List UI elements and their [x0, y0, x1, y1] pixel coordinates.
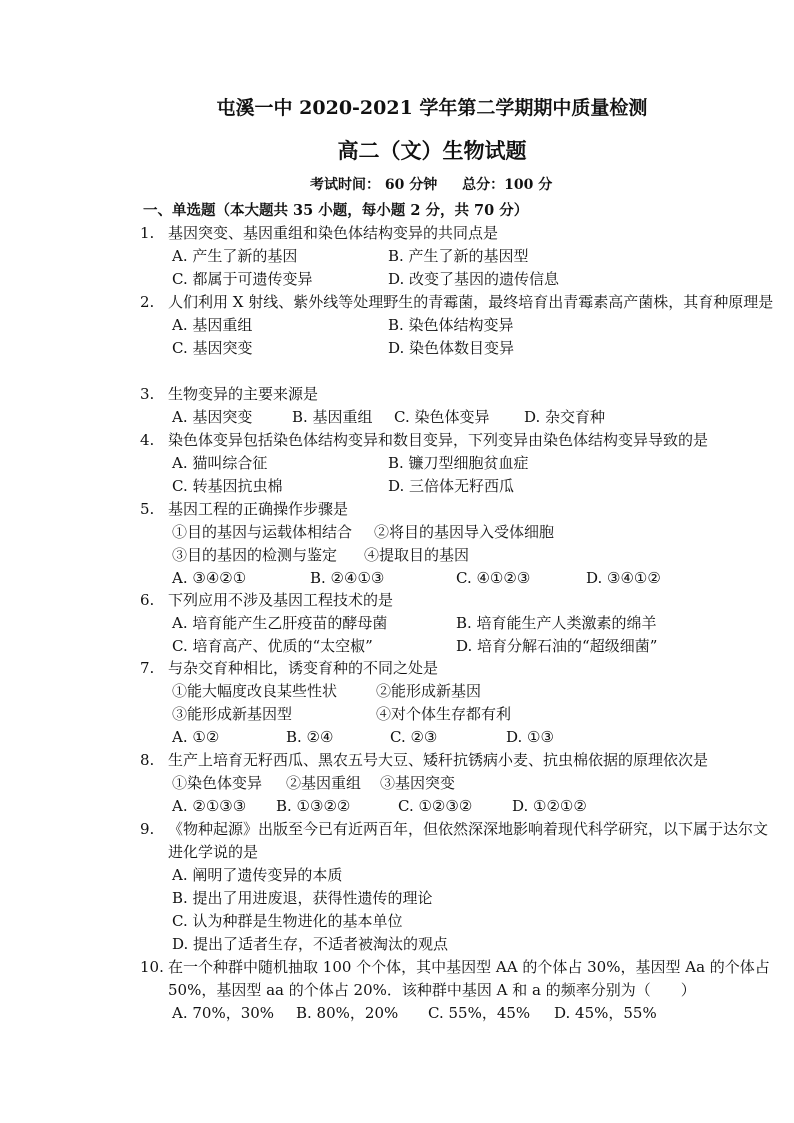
question-number: 2.: [140, 293, 155, 311]
question-8: [140, 749, 780, 818]
option-d: D. 染色体数目变异: [388, 339, 515, 357]
option-b: B. ①③②②: [276, 797, 351, 815]
question-stem: 在一个种群中随机抽取 100 个个体，其中基因型 AA 的个体占 30%，基因型 Aa 的个体占 50%，基因型 aa 的个体占 20%．该种群中基因 A 和 a 的频率分别为（ ）: [168, 958, 770, 999]
option-d: D. ①③: [506, 728, 554, 746]
option-c: C. ①②③②: [398, 797, 473, 815]
option-a: A. 产生了新的基因: [172, 247, 298, 265]
question-stem: 基因工程的正确操作步骤是: [168, 500, 349, 518]
statement-item: ②将目的基因导入受体细胞: [374, 523, 555, 541]
exam-meta: [310, 174, 572, 194]
option-b: B. ②④: [286, 728, 334, 746]
option-b: B. 提出了用进废退，获得性遗传的理论: [172, 889, 433, 907]
question-stem: 《物种起源》出版至今已有近两百年，但依然深深地影响着现代科学研究，以下属于达尔文进化学说的是: [168, 820, 769, 861]
question-10: [140, 956, 780, 1025]
question-number: 9.: [140, 820, 155, 838]
statement-item: ④提取目的基因: [364, 546, 470, 564]
question-3: [140, 383, 780, 429]
option-a: A. 阐明了遗传变异的本质: [172, 866, 343, 884]
option-a: A. 70%，30%: [172, 1004, 275, 1022]
question-7: [140, 657, 780, 749]
option-c: C. 基因突变: [172, 339, 253, 357]
question-number: 7.: [140, 659, 155, 677]
option-a: A. ①②: [172, 728, 220, 746]
question-stem: 人们利用 X 射线、紫外线等处理野生的青霉菌，最终培育出青霉素高产菌株，其育种原理是: [168, 293, 774, 311]
question-stem: 与杂交育种相比，诱变育种的不同之处是: [168, 659, 439, 677]
option-b: B. 产生了新的基因型: [388, 247, 529, 265]
option-a: A. 基因突变: [172, 408, 253, 426]
option-c: C. 认为种群是生物进化的基本单位: [172, 912, 403, 930]
option-c: C. 55%，45%: [428, 1004, 531, 1022]
question-number: 3.: [140, 385, 155, 403]
exam-time: 考试时间： 60 分钟: [310, 177, 438, 193]
question-stem: 基因突变、基因重组和染色体结构变异的共同点是: [168, 224, 499, 242]
option-b: B. 80%，20%: [296, 1004, 399, 1022]
question-5: [140, 498, 780, 590]
option-b: B. 染色体结构变异: [388, 316, 514, 334]
option-d: D. 提出了适者生存，不适者被淘汰的观点: [172, 935, 449, 953]
statement-item: ①染色体变异: [172, 774, 263, 792]
question-stem: 染色体变异包括染色体结构变异和数目变异，下列变异由染色体结构变异导致的是: [168, 431, 709, 449]
question-stem: 生物变异的主要来源是: [168, 385, 319, 403]
statement-item: ②能形成新基因: [376, 682, 482, 700]
statement-item: ①能大幅度改良某些性状: [172, 682, 338, 700]
question-6: [140, 589, 780, 658]
question-number: 4.: [140, 431, 155, 449]
question-4: [140, 429, 780, 498]
statement-item: ③目的基因的检测与鉴定: [172, 546, 338, 564]
option-c: C. 培育高产、优质的“太空椒”: [172, 637, 373, 655]
option-a: A. 猫叫综合征: [172, 454, 268, 472]
question-2: [140, 291, 780, 360]
question-stem: 下列应用不涉及基因工程技术的是: [168, 591, 394, 609]
option-c: C. 转基因抗虫棉: [172, 477, 283, 495]
option-a: A. ③④②①: [172, 569, 247, 587]
option-d: D. 三倍体无籽西瓜: [388, 477, 515, 495]
option-b: B. 镰刀型细胞贫血症: [388, 454, 529, 472]
question-number: 1.: [140, 224, 155, 242]
question-number: 5.: [140, 500, 155, 518]
option-a: A. ②①③③: [172, 797, 247, 815]
option-d: D. 改变了基因的遗传信息: [388, 270, 560, 288]
statement-item: ③能形成新基因型: [172, 705, 293, 723]
statement-item: ①目的基因与运载体相结合: [172, 523, 353, 541]
total-score: 总分：100 分: [462, 177, 553, 193]
option-c: C. ④①②③: [456, 569, 531, 587]
school-title: 屯溪一中 2020-2021 学年第二学期期中质量检测: [216, 97, 648, 119]
statement-item: ②基因重组: [286, 774, 362, 792]
question-9: [140, 818, 780, 956]
question-number: 6.: [140, 591, 155, 609]
option-b: B. 培育能生产人类激素的绵羊: [456, 614, 657, 632]
option-d: D. ①②①②: [512, 797, 587, 815]
option-c: C. 染色体变异: [394, 408, 490, 426]
subject-title: 高二（文）生物试题: [337, 138, 527, 163]
option-b: B. ②④①③: [310, 569, 385, 587]
option-b: B. 基因重组: [292, 408, 373, 426]
section-heading: 一、单选题（本大题共 35 小题，每小题 2 分，共 70 分）: [143, 202, 529, 219]
option-c: C. ②③: [390, 728, 438, 746]
option-d: D. 培育分解石油的“超级细菌”: [456, 637, 658, 655]
option-d: D. ③④①②: [586, 569, 661, 587]
statement-item: ③基因突变: [380, 774, 456, 792]
option-d: D. 45%，55%: [554, 1004, 657, 1022]
option-a: A. 基因重组: [172, 316, 253, 334]
statement-item: ④对个体生存都有利: [376, 705, 512, 723]
option-d: D. 杂交育种: [524, 408, 606, 426]
question-number: 10.: [140, 958, 164, 976]
question-stem: 生产上培育无籽西瓜、黑农五号大豆、矮秆抗锈病小麦、抗虫棉依据的原理依次是: [168, 751, 709, 769]
option-c: C. 都属于可遗传变异: [172, 270, 313, 288]
option-a: A. 培育能产生乙肝疫苗的酵母菌: [172, 614, 388, 632]
question-number: 8.: [140, 751, 155, 769]
question-1: [140, 222, 780, 291]
